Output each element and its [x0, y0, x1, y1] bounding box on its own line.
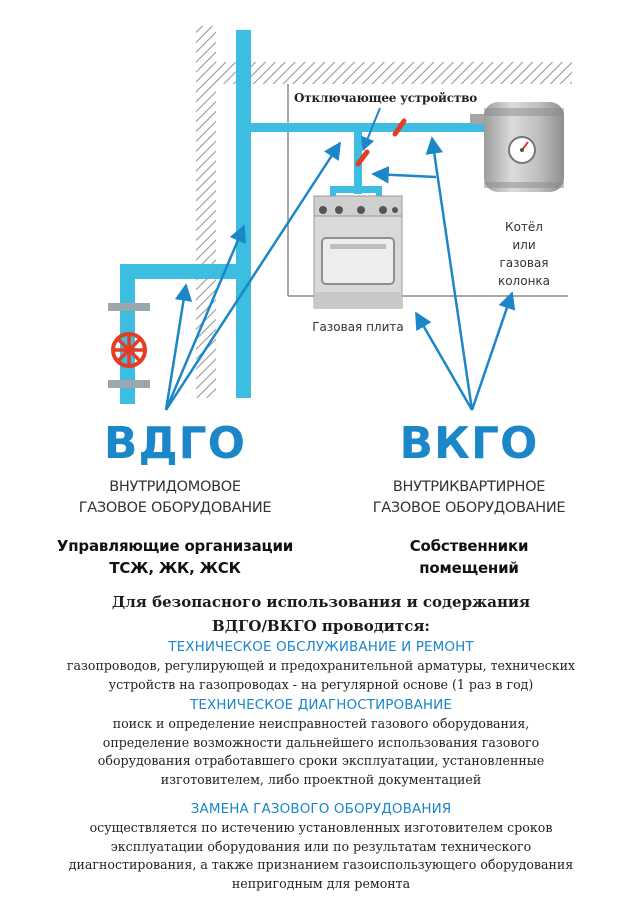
boiler-label-line: или [512, 238, 536, 252]
intro-line: ВДГО/ВКГО проводится: [212, 617, 430, 635]
section-maintenance [20, 639, 622, 694]
vdgo-desc-line: ГАЗОВОЕ ОБОРУДОВАНИЕ [78, 500, 272, 516]
vdgo-description [40, 477, 310, 519]
vkgo-block [338, 418, 600, 579]
section-text-line: оборудования отработавшего сроки эксплуатации, установленные [97, 753, 545, 768]
boiler-icon [470, 102, 564, 192]
gas-equipment-diagram [0, 0, 642, 420]
vdgo-responsible [40, 535, 310, 579]
section-text-line: эксплуатации оборудования или по результатам технического [110, 838, 532, 854]
vkgo-responsible-line: Собственники [409, 537, 529, 555]
boiler-label [478, 218, 570, 290]
section-text [20, 715, 622, 789]
info-text [20, 590, 622, 893]
gas-stove-icon [314, 196, 402, 308]
vkgo-responsible [338, 535, 600, 579]
section-diagnostics [20, 697, 622, 789]
section-text-line: определение возможности дальнейшего использования газового [102, 734, 540, 750]
section-title: ТЕХНИЧЕСКОЕ ДИАГНОСТИРОВАНИЕ [189, 697, 453, 713]
section-title: ТЕХНИЧЕСКОЕ ОБСЛУЖИВАНИЕ И РЕМОНТ [168, 639, 474, 655]
section-text-line: непригодным для ремонта [231, 875, 411, 891]
intro-heading [20, 590, 622, 638]
section-text [20, 657, 622, 694]
section-text [20, 819, 622, 893]
vkgo-desc-line: ВНУТРИКВАРТИРНОЕ [392, 479, 546, 495]
vkgo-responsible-line: помещений [419, 559, 519, 577]
section-title: ЗАМЕНА ГАЗОВОГО ОБОРУДОВАНИЯ [190, 801, 452, 817]
intro-line: Для безопасного использования и содержания [111, 593, 531, 611]
gas-stove-label: Газовая плита [312, 320, 404, 334]
vdgo-block [40, 418, 310, 579]
section-replacement [20, 801, 622, 893]
section-text-line: устройств на газопроводах - на регулярной основе (1 раз в год) [108, 676, 534, 692]
vkgo-title: ВКГО [399, 418, 539, 469]
vdgo-responsible-line: Управляющие организации [56, 537, 294, 555]
section-text-line: поиск и определение неисправностей газового оборудования, [112, 716, 530, 731]
vdgo-responsible-line: ТСЖ, ЖК, ЖСК [109, 559, 241, 577]
section-text-line: газопроводов, регулирующей и предохранительной арматуры, технических [66, 658, 576, 673]
boiler-label-line: Котёл [505, 220, 543, 234]
vkgo-description [338, 477, 600, 519]
boiler-label-line: газовая [499, 256, 549, 270]
vdgo-title: ВДГО [103, 418, 247, 469]
section-text-line: изготовителем, либо проектной документацией [160, 771, 482, 787]
shutoff-device-label: Отключающее устройство [294, 91, 478, 105]
section-text-line: осуществляется по истечению установленных изготовителем сроков [89, 820, 553, 835]
section-text-line: диагностирования, а также признанием газоиспользующего оборудования [68, 857, 574, 872]
boiler-label-line: колонка [497, 274, 551, 288]
vdgo-desc-line: ВНУТРИДОМОВОЕ [109, 479, 241, 495]
vkgo-desc-line: ГАЗОВОЕ ОБОРУДОВАНИЕ [372, 500, 566, 516]
